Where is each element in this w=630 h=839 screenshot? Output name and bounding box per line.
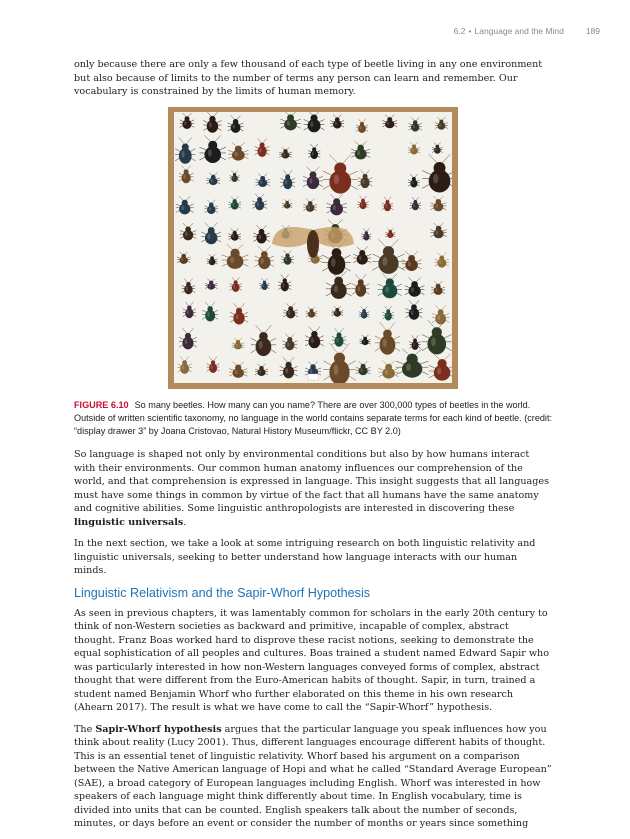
paragraph-text-end: argues that the particular language you speak influences how you think about reality (Lucy 2001). Thus, different languages encourage different habits of thought. This is an essential tenet of linguistic relativity. Whorf based his argument on a comparison between the Native American language of Hopi and what he called “Standard Average European” (SAE), a broad category of European languages including English. Whorf was interested in how speakers of each language might think differently about time. In English vocabulary, time is divided into units that can be counted. English speakers talk about the number of seconds, minutes, or days before an event or consider the number of months or years since something [74, 723, 552, 830]
key-term-linguistic-universals: linguistic universals [74, 516, 184, 528]
intro-paragraph: only because there are only a few thousand of each type of beetle living in any one environment but also because of limits to the number of terms any person can learn and remember. Our vocabulary is constrained by the limits of human memory. [74, 59, 543, 97]
specimen-label [308, 374, 318, 380]
paragraph-hypothesis [74, 723, 552, 831]
paragraph-next-section: In the next section, we take a look at some intriguing research on both linguistic relativity and linguistic universals, seeking to better understand how language interacts with our human minds. [74, 538, 536, 577]
beetle-collection-image [174, 112, 452, 383]
header-separator: • [468, 26, 472, 36]
paragraph-text: So language is shaped not only by environmental conditions but also by how humans interact with their environments. Our common human anatomy influences our comprehension of the world, and that comprehension is expressed in language. This insight suggests that all languages must have some things in common by virtue of the fact that all humans have the same anatomy and cognitive abilities. Some linguistic anthropologists are interested in discovering these [74, 449, 549, 515]
figure-caption-text: So many beetles. How many can you name? There are over 300,000 types of beetles in the world. Outside of written scientific taxonomy, no language in the world contains separate terms for each kind of beetle. (credit: “display drawer 3” by Joana Cristovao, Natural History Museum/flickr, CC BY 2.0) [74, 399, 553, 436]
section-number: 6.2 [453, 26, 466, 36]
key-term-sapir-whorf: Sapir-Whorf hypothesis [95, 723, 222, 735]
paragraph-text: The [74, 723, 96, 735]
figure-label: FIGURE 6.10 [74, 399, 129, 410]
figure [74, 107, 552, 439]
paragraph-text-end: . [183, 516, 187, 528]
running-header [454, 26, 600, 36]
page-number: 189 [585, 26, 600, 36]
paragraph-boas: As seen in previous chapters, it was lamentably common for scholars in the early 20th century to think of non-Western societies as backward and primitive, incapable of complex, abstract thought. Franz Boas worked hard to disprove these racist notions, seeking to demonstrate the equal sophistication of all peoples and cultures. Boas trained a student named Edward Sapir who was particularly interested in how non-Western languages conveyed forms of complex, abstract thought that were different from the Euro-American habits of thought. Sapir, in turn, trained a student named Benjamin Whorf who further elaborated on this theme in his own research (Ahearn 2017). The result is what we have come to call the “Sapir-Whorf” hypothesis. [74, 607, 550, 714]
paragraph-universals [74, 448, 552, 529]
section-title: Language and the Mind [474, 26, 564, 36]
section-heading: Linguistic Relativism and the Sapir-Whorf Hypothesis [74, 585, 371, 600]
beetle-drawer-photo [168, 107, 458, 389]
figure-caption [74, 399, 552, 439]
page-content [74, 58, 552, 839]
